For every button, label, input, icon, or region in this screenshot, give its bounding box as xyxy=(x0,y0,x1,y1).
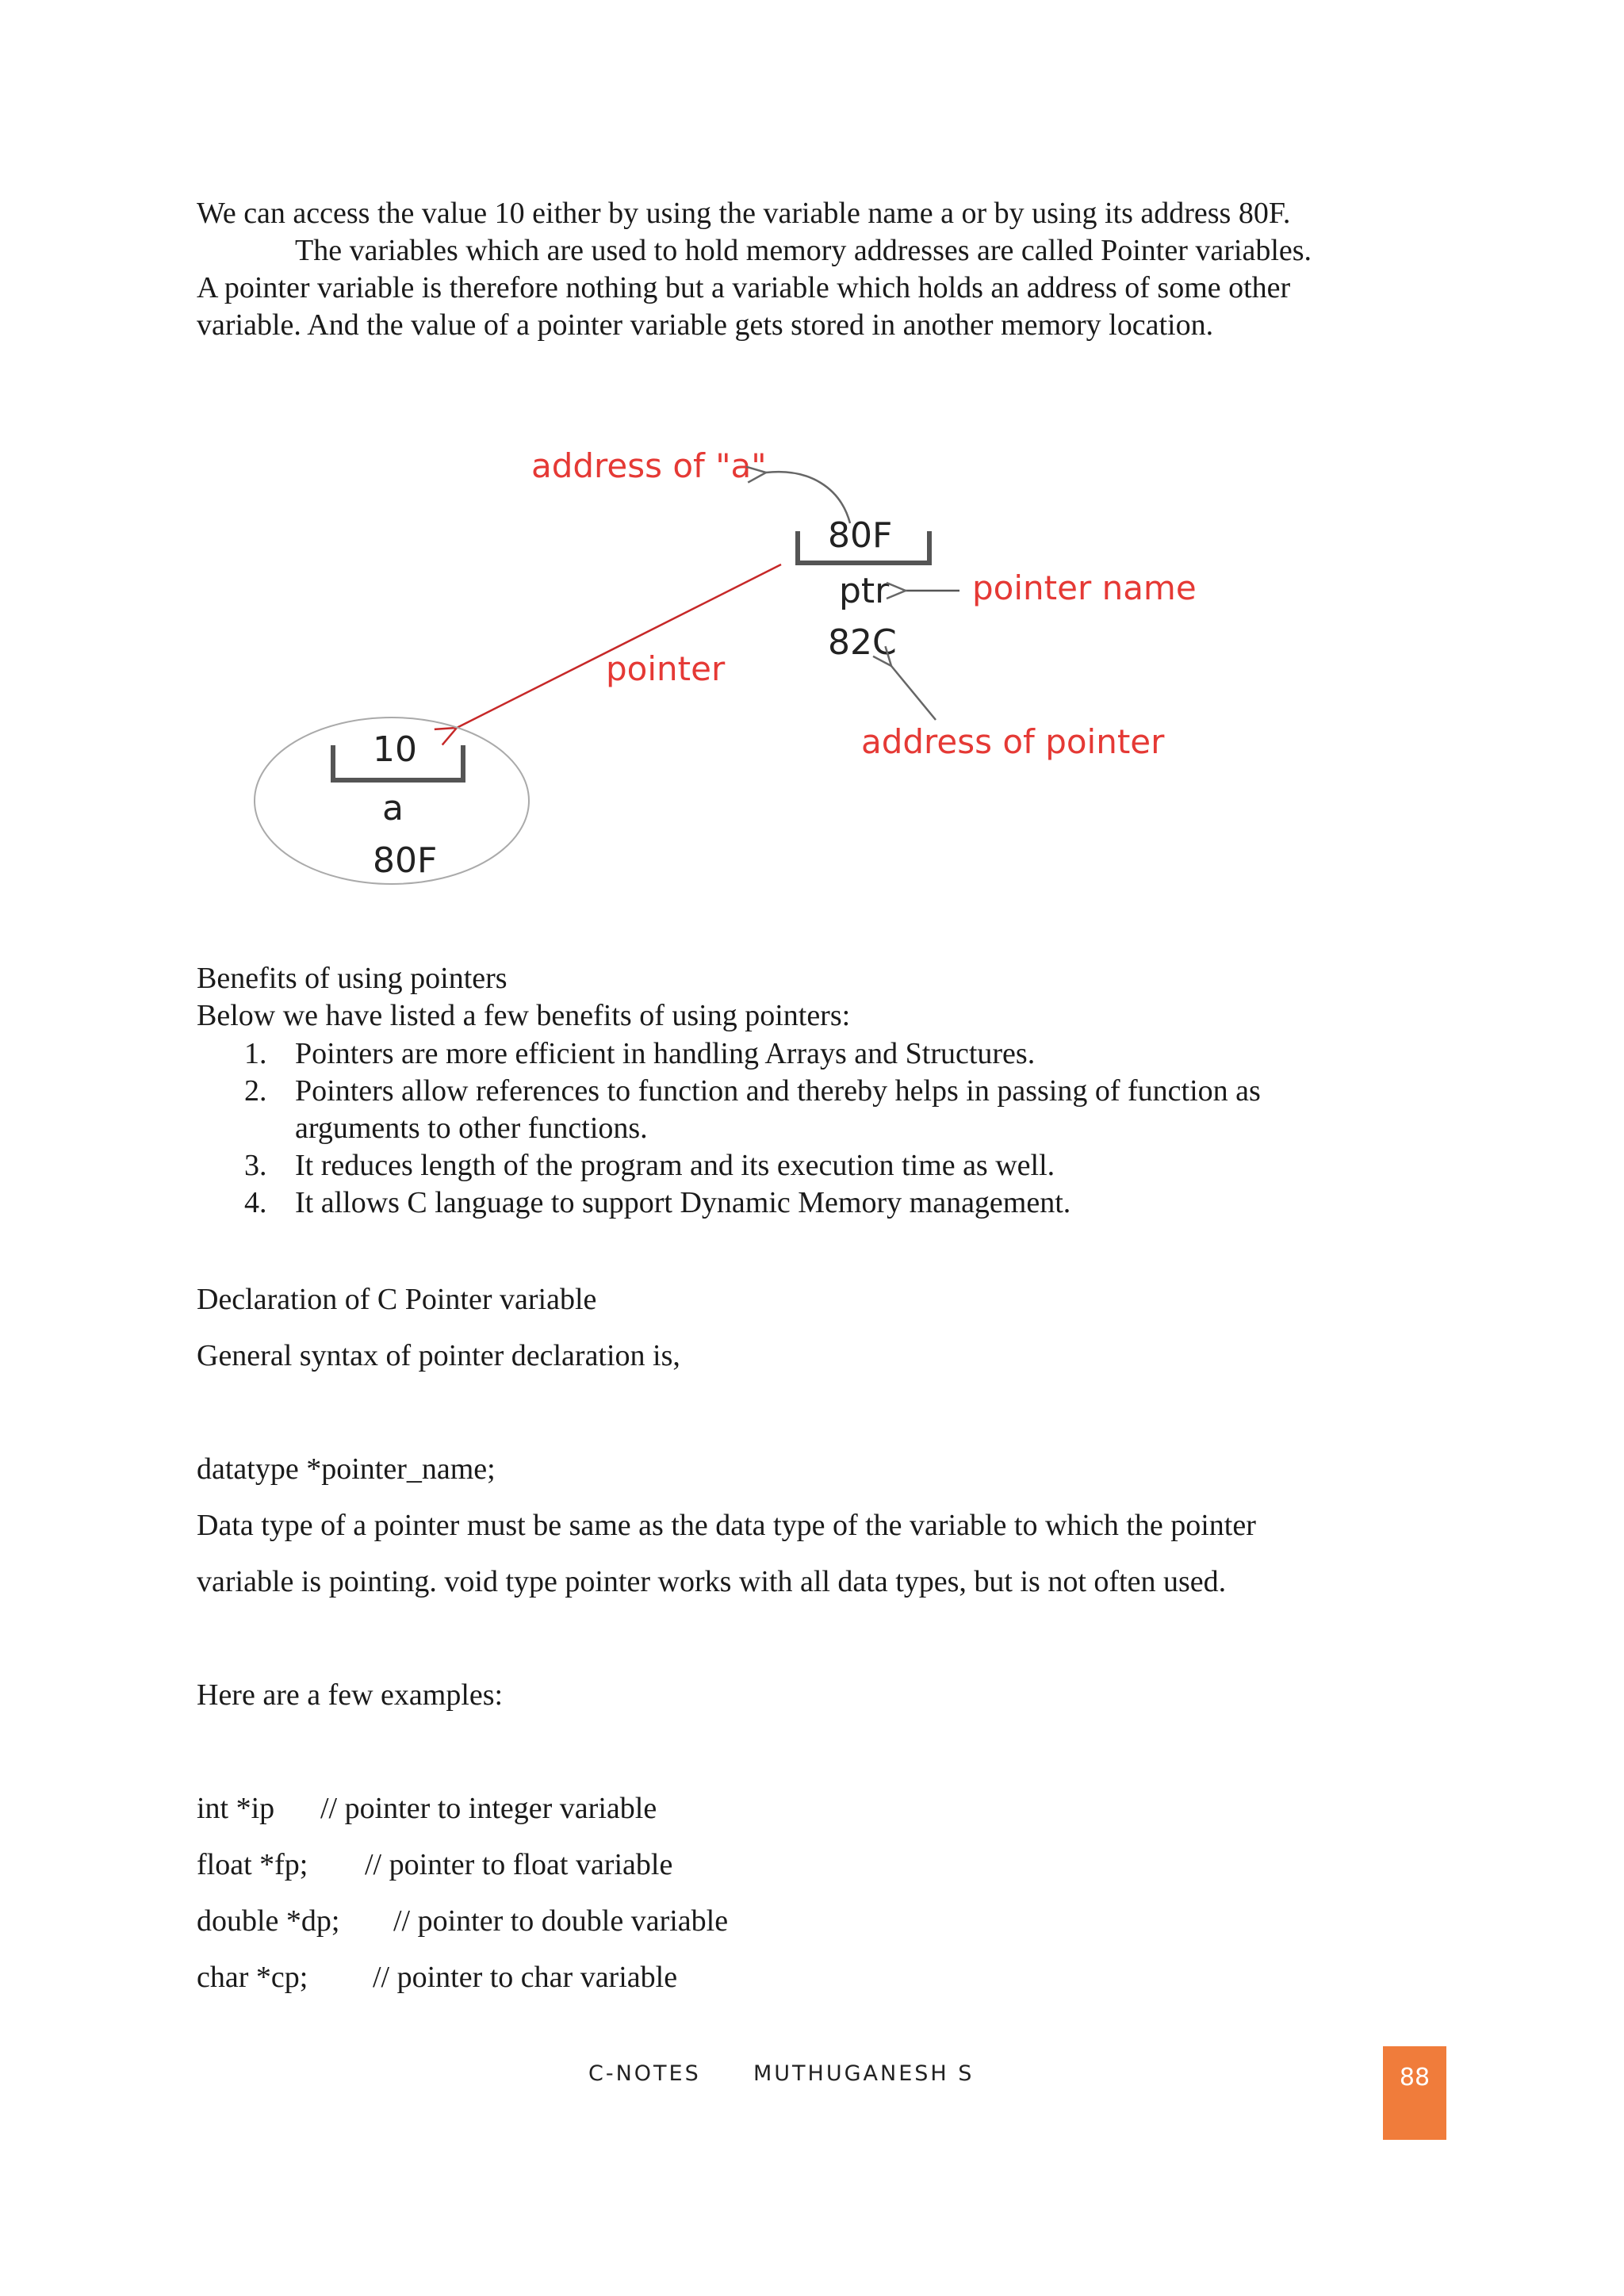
list-item-text: Pointers are more efficient in handling Arrays and Structures. xyxy=(295,1037,1036,1070)
list-item-number: 1. xyxy=(244,1037,267,1070)
example-row xyxy=(197,1904,729,1938)
a-name: a xyxy=(382,788,404,828)
syntax-line: datatype *pointer_name; xyxy=(197,1452,496,1486)
list-item xyxy=(197,1073,1402,1147)
example-comment: // pointer to double variable xyxy=(393,1904,729,1938)
ptr-address: 82C xyxy=(828,622,897,663)
pointer-diagram xyxy=(0,0,1624,912)
rule-line: variable is pointing. void type pointer works with all data types, but is not often used. xyxy=(197,1565,1227,1598)
list-item-number: 3. xyxy=(244,1149,267,1182)
benefits-list xyxy=(197,1035,1402,1222)
example-comment: // pointer to char variable xyxy=(373,1961,678,1994)
list-item-text: It allows C language to support Dynamic Memory management. xyxy=(295,1186,1071,1219)
benefits-intro: Below we have listed a few benefits of using pointers: xyxy=(197,999,851,1032)
page-number: 88 xyxy=(1399,2064,1431,2091)
example-row xyxy=(197,1960,678,1995)
example-code: float *fp; xyxy=(197,1848,308,1881)
list-item-number: 2. xyxy=(244,1074,267,1108)
example-comment: // pointer to float variable xyxy=(365,1848,673,1881)
example-row xyxy=(197,1847,673,1882)
address-of-pointer-arrow xyxy=(891,666,936,720)
example-row xyxy=(197,1791,657,1826)
address-of-a-label: address of "a" xyxy=(531,446,767,485)
list-item-text: Pointers allow references to function and thereby helps in passing of function as xyxy=(295,1074,1261,1108)
pointer-name-label: pointer name xyxy=(972,568,1197,607)
example-code: double *dp; xyxy=(197,1904,340,1938)
pointer-label: pointer xyxy=(606,649,726,688)
example-code: int *ip xyxy=(197,1792,275,1825)
intro-line: We can access the value 10 either by using the variable name a or by using its address 80F. xyxy=(197,197,1291,230)
a-value: 10 xyxy=(373,729,417,770)
list-item-text: It reduces length of the program and its execution time as well. xyxy=(295,1149,1055,1182)
intro-line: The variables which are used to hold memory addresses are called Pointer variables. xyxy=(295,234,1312,267)
intro-line: variable. And the value of a pointer variable gets stored in another memory location. xyxy=(197,308,1214,342)
benefits-heading: Benefits of using pointers xyxy=(197,962,508,995)
a-address: 80F xyxy=(373,840,438,881)
list-item-text: arguments to other functions. xyxy=(295,1112,648,1145)
examples-heading: Here are a few examples: xyxy=(197,1678,504,1712)
rule-line: Data type of a pointer must be same as the data type of the variable to which the pointer xyxy=(197,1509,1256,1542)
example-code: char *cp; xyxy=(197,1961,308,1994)
list-item xyxy=(197,1147,1402,1184)
ptr-value: 80F xyxy=(828,515,893,556)
footer-author: MUTHUGANESH S xyxy=(753,2061,975,2086)
footer-title: C-NOTES xyxy=(588,2061,701,2086)
declaration-heading: Declaration of C Pointer variable xyxy=(197,1283,597,1316)
pointer-arrow xyxy=(457,564,781,728)
list-item xyxy=(197,1035,1402,1073)
example-comment: // pointer to integer variable xyxy=(320,1792,657,1825)
address-of-pointer-label: address of pointer xyxy=(861,722,1165,761)
list-item-number: 4. xyxy=(244,1186,267,1219)
intro-line: A pointer variable is therefore nothing but a variable which holds an address of some other xyxy=(197,271,1291,304)
ptr-name: ptr xyxy=(839,571,890,611)
page-number-badge xyxy=(1383,2046,1446,2140)
general-syntax-text: General syntax of pointer declaration is, xyxy=(197,1339,680,1372)
list-item xyxy=(197,1184,1402,1222)
